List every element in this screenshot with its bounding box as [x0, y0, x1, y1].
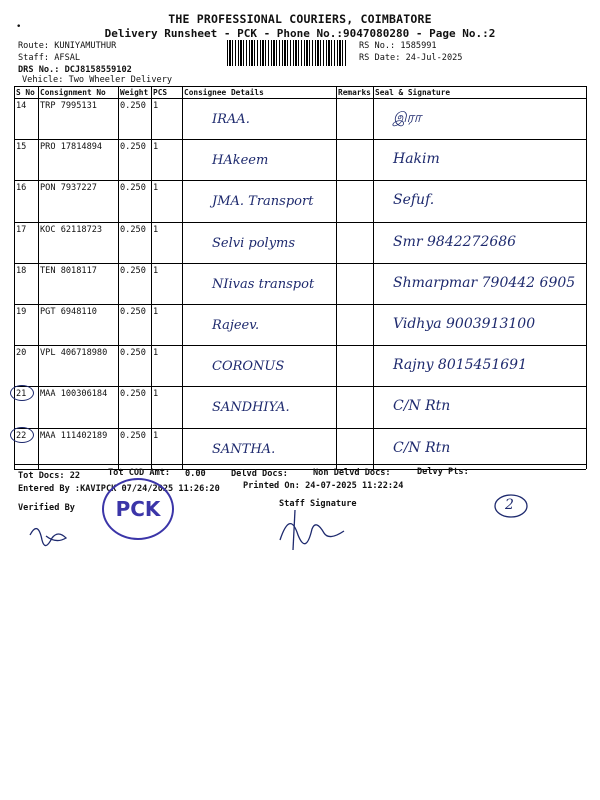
seal-signature-handwriting: C/N Rtn	[393, 398, 451, 415]
verifier-signature	[30, 529, 66, 546]
cell-pcs: 1	[153, 101, 159, 111]
tot-docs: Tot Docs: 22	[18, 471, 81, 481]
cell-weight: 0.250	[120, 307, 146, 317]
cell-sno: 19	[16, 307, 27, 317]
consignee-handwriting: SANDHIYA.	[212, 400, 290, 416]
printed-on: Printed On: 24-07-2025 11:22:24	[243, 481, 404, 491]
cell-cons: PRO 17814894	[40, 142, 103, 153]
cell-pcs: 1	[153, 348, 159, 359]
runsheet-subtitle: Delivery Runsheet - PCK - Phone No.:9047080280 - Page No.:2	[104, 27, 496, 40]
cell-pcs: 1	[153, 430, 159, 441]
column-header: PCS	[153, 88, 168, 97]
cell-cons: PON 7937227	[40, 183, 97, 194]
cell-sno: 22	[16, 430, 27, 441]
seal-signature-handwriting: Smr 9842272686	[393, 233, 517, 250]
cell-pcs: 1	[153, 265, 159, 276]
cell-sno: 17	[16, 224, 27, 235]
staff-signature-label: Staff Signature	[279, 499, 357, 509]
cell-sno: 18	[16, 265, 27, 276]
seal-signature-handwriting: Sefuf.	[393, 192, 435, 209]
company-title: THE PROFESSIONAL COURIERS, COIMBATORE	[168, 12, 432, 26]
cell-pcs: 1	[153, 389, 159, 400]
tot-cod-value: 0.00	[185, 469, 206, 479]
cell-weight: 0.250	[120, 389, 146, 400]
delvy-pts: Delvy Pts:	[417, 467, 469, 477]
cell-weight: 0.250	[120, 348, 146, 359]
cell-pcs: 1	[153, 142, 159, 153]
consignee-handwriting: HAkeem	[212, 153, 269, 169]
consignee-handwriting: CORONUS	[212, 359, 285, 375]
column-header: Weight	[120, 88, 149, 97]
drs-number: DRS No.: DCJ8158559102	[18, 65, 132, 75]
seal-signature-handwriting: இரா	[393, 110, 422, 126]
vehicle-label: Vehicle: Two Wheeler Delivery	[22, 75, 173, 85]
delvd-docs: Delvd Docs:	[231, 469, 288, 479]
cell-pcs: 1	[153, 224, 159, 235]
cell-sno: 14	[16, 101, 27, 111]
cell-weight: 0.250	[120, 142, 146, 153]
cell-sno: 20	[16, 348, 27, 359]
column-header: S No	[16, 88, 35, 97]
cell-sno: 15	[16, 142, 27, 153]
cell-weight: 0.250	[120, 101, 146, 111]
rs-date: RS Date: 24-Jul-2025	[359, 53, 463, 63]
entered-by: Entered By :KAVIPCK 07/24/2025 11:26:20	[18, 484, 220, 494]
cell-weight: 0.250	[120, 224, 146, 235]
cell-cons: PGT 6948110	[40, 307, 97, 317]
seal-signature-handwriting: Shmarpmar 790442 6905	[393, 274, 576, 291]
consignee-handwriting: IRAA.	[212, 112, 250, 127]
cell-weight: 0.250	[120, 430, 146, 441]
cell-pcs: 1	[153, 183, 159, 194]
consignee-handwriting: NIivas transpot	[212, 276, 315, 292]
cell-cons: TEN 8018117	[40, 265, 97, 276]
seal-signature-handwriting: Rajny 8015451691	[393, 357, 527, 374]
column-header: Seal & Signature	[375, 88, 451, 97]
cell-cons: MAA 111402189	[40, 430, 108, 441]
cell-sno: 21	[16, 389, 27, 400]
cell-weight: 0.250	[120, 183, 146, 194]
pck-stamp: PCK	[102, 478, 174, 540]
staff-signature	[280, 524, 344, 544]
consignee-handwriting: SANTHA.	[212, 441, 276, 457]
seal-signature-handwriting: C/N Rtn	[393, 439, 451, 456]
route-label: Route: KUNIYAMUTHUR	[18, 41, 117, 51]
column-header: Remarks	[338, 88, 371, 97]
cell-weight: 0.250	[120, 265, 146, 276]
staff-label: Staff: AFSAL	[18, 53, 81, 63]
cell-cons: KOC 62118723	[40, 224, 103, 235]
consignee-handwriting: Rajeev.	[212, 318, 260, 333]
seal-signature-handwriting: Hakim	[393, 151, 440, 168]
column-header: Consignee Details	[184, 88, 264, 97]
cell-sno: 16	[16, 183, 27, 194]
seal-signature-handwriting: Vidhya 9003913100	[393, 316, 536, 332]
non-delvd-docs: Non Delvd Docs:	[313, 468, 391, 478]
tot-cod-label: Tot COD Amt:	[108, 468, 171, 478]
consignee-handwriting: Selvi polyms	[212, 235, 296, 251]
cell-cons: TRP 7995131	[40, 101, 97, 111]
cell-pcs: 1	[153, 307, 159, 317]
corner-mark: •	[16, 22, 22, 32]
column-header: Consignment No	[40, 88, 106, 97]
page-circle-number: 2	[505, 497, 514, 513]
consignee-handwriting: JMA. Transport	[212, 194, 314, 210]
rs-number: RS No.: 1585991	[359, 41, 437, 51]
cell-cons: VPL 406718980	[40, 348, 108, 359]
verified-by-label: Verified By	[18, 503, 75, 513]
cell-cons: MAA 100306184	[40, 389, 108, 400]
